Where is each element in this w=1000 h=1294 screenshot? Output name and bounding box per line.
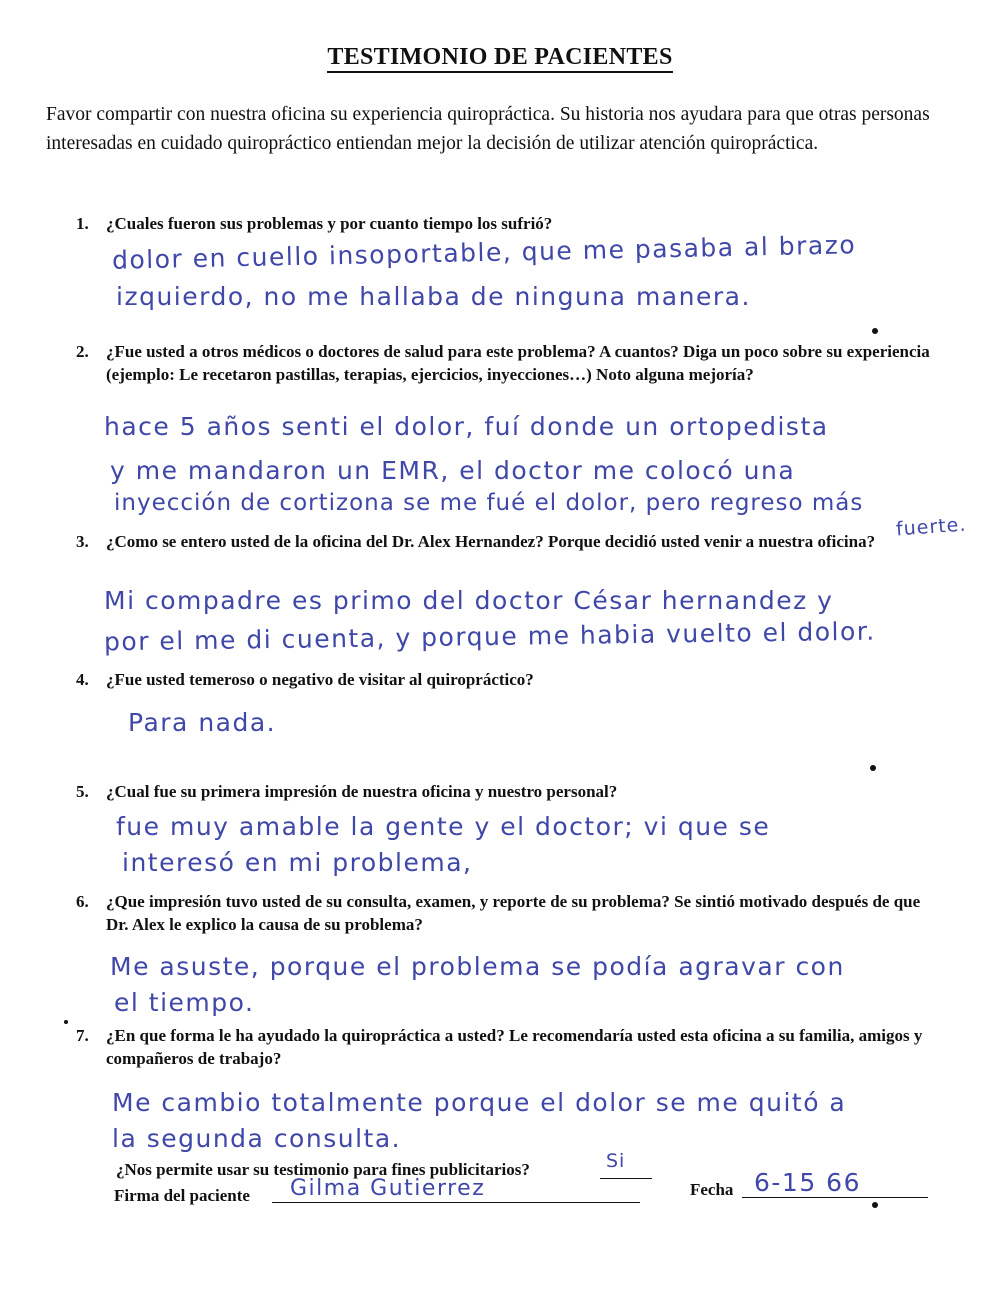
- answer-2-line-2: y me mandaron un EMR, el doctor me colocó una: [110, 456, 796, 485]
- answer-6-line-1: Me asuste, porque el problema se podía agravar con: [110, 952, 845, 981]
- signature-line: [272, 1202, 640, 1203]
- answer-3-line-1: Mi compadre es primo del doctor César hernandez y: [104, 586, 834, 615]
- question-text: ¿En que forma le ha ayudado la quiropráctica a usted? Le recomendaría usted esta oficina a su familia, amigos y compañeros de trabajo?: [106, 1026, 923, 1068]
- answer-7-line-1: Me cambio totalmente porque el dolor se me quitó a: [112, 1088, 847, 1117]
- answer-4-line-1: Para nada.: [128, 708, 277, 737]
- question-number: 2.: [76, 342, 89, 361]
- scan-dot: [870, 765, 876, 771]
- scan-dot: [872, 328, 878, 334]
- question-text: ¿Cual fue su primera impresión de nuestra oficina y nuestro personal?: [106, 782, 618, 801]
- question-number: 6.: [76, 892, 89, 911]
- question-number: 7.: [76, 1026, 89, 1045]
- signature-value: Gilma Gutierrez: [290, 1176, 486, 1201]
- date-line: [742, 1197, 928, 1198]
- answer-3-line-2: por el me di cuenta, y porque me habia vuelto el dolor.: [103, 616, 876, 657]
- answer-5-line-2: interesó en mi problema,: [122, 848, 473, 877]
- question-text: ¿Como se entero usted de la oficina del Dr. Alex Hernandez? Porque decidió usted venir a nuestra oficina?: [106, 532, 876, 551]
- question-number: 4.: [76, 670, 89, 689]
- answer-1-line-1: dolor en cuello insoportable, que me pasaba al brazo: [111, 230, 857, 275]
- answer-2-line-1: hace 5 años senti el dolor, fuí donde un ortopedista: [104, 412, 829, 441]
- date-value: 6-15 66: [754, 1168, 861, 1197]
- permission-answer-line: [600, 1178, 652, 1179]
- answer-2-line-3: inyección de cortizona se me fué el dolor, pero regreso más: [114, 490, 864, 516]
- question-number: 5.: [76, 782, 89, 801]
- permission-label: ¿Nos permite usar su testimonio para fines publicitarios?: [116, 1160, 530, 1179]
- intro-paragraph: Favor compartir con nuestra oficina su experiencia quiropráctica. Su historia nos ayudara para que otras personas interesadas en cuidado quiropráctico entiendan mejor la decisión de utilizar atención quiropráctica.: [46, 104, 930, 154]
- question-text: ¿Fue usted temeroso o negativo de visitar al quiropráctico?: [106, 670, 534, 689]
- permission-answer: Si: [606, 1150, 626, 1172]
- question-text: ¿Fue usted a otros médicos o doctores de salud para este problema? A cuantos? Diga un poco sobre su experiencia (ejemplo: Le recetaron pastillas, terapias, ejercicios, inyecciones…) Noto alguna mejoría?: [106, 342, 930, 384]
- scan-dot: [64, 1020, 68, 1024]
- question-text: ¿Cuales fueron sus problemas y por cuanto tiempo los sufrió?: [106, 214, 553, 233]
- date-label: Fecha: [690, 1180, 734, 1199]
- question-number: 3.: [76, 532, 89, 551]
- answer-2-line-4: fuerte.: [895, 513, 968, 541]
- answer-7-line-2: la segunda consulta.: [112, 1124, 402, 1153]
- answer-6-line-2: el tiempo.: [114, 988, 255, 1017]
- answer-1-line-2: izquierdo, no me hallaba de ninguna manera.: [116, 282, 751, 311]
- scan-dot: [872, 1202, 878, 1208]
- answer-5-line-1: fue muy amable la gente y el doctor; vi que se: [116, 812, 771, 841]
- question-number: 1.: [76, 214, 89, 233]
- question-text: ¿Que impresión tuvo usted de su consulta, examen, y reporte de su problema? Se sintió motivado después de que Dr. Alex le explico la causa de su problema?: [106, 892, 921, 934]
- form-title: TESTIMONIO DE PACIENTES: [0, 44, 1000, 71]
- signature-label: Firma del paciente: [114, 1186, 250, 1205]
